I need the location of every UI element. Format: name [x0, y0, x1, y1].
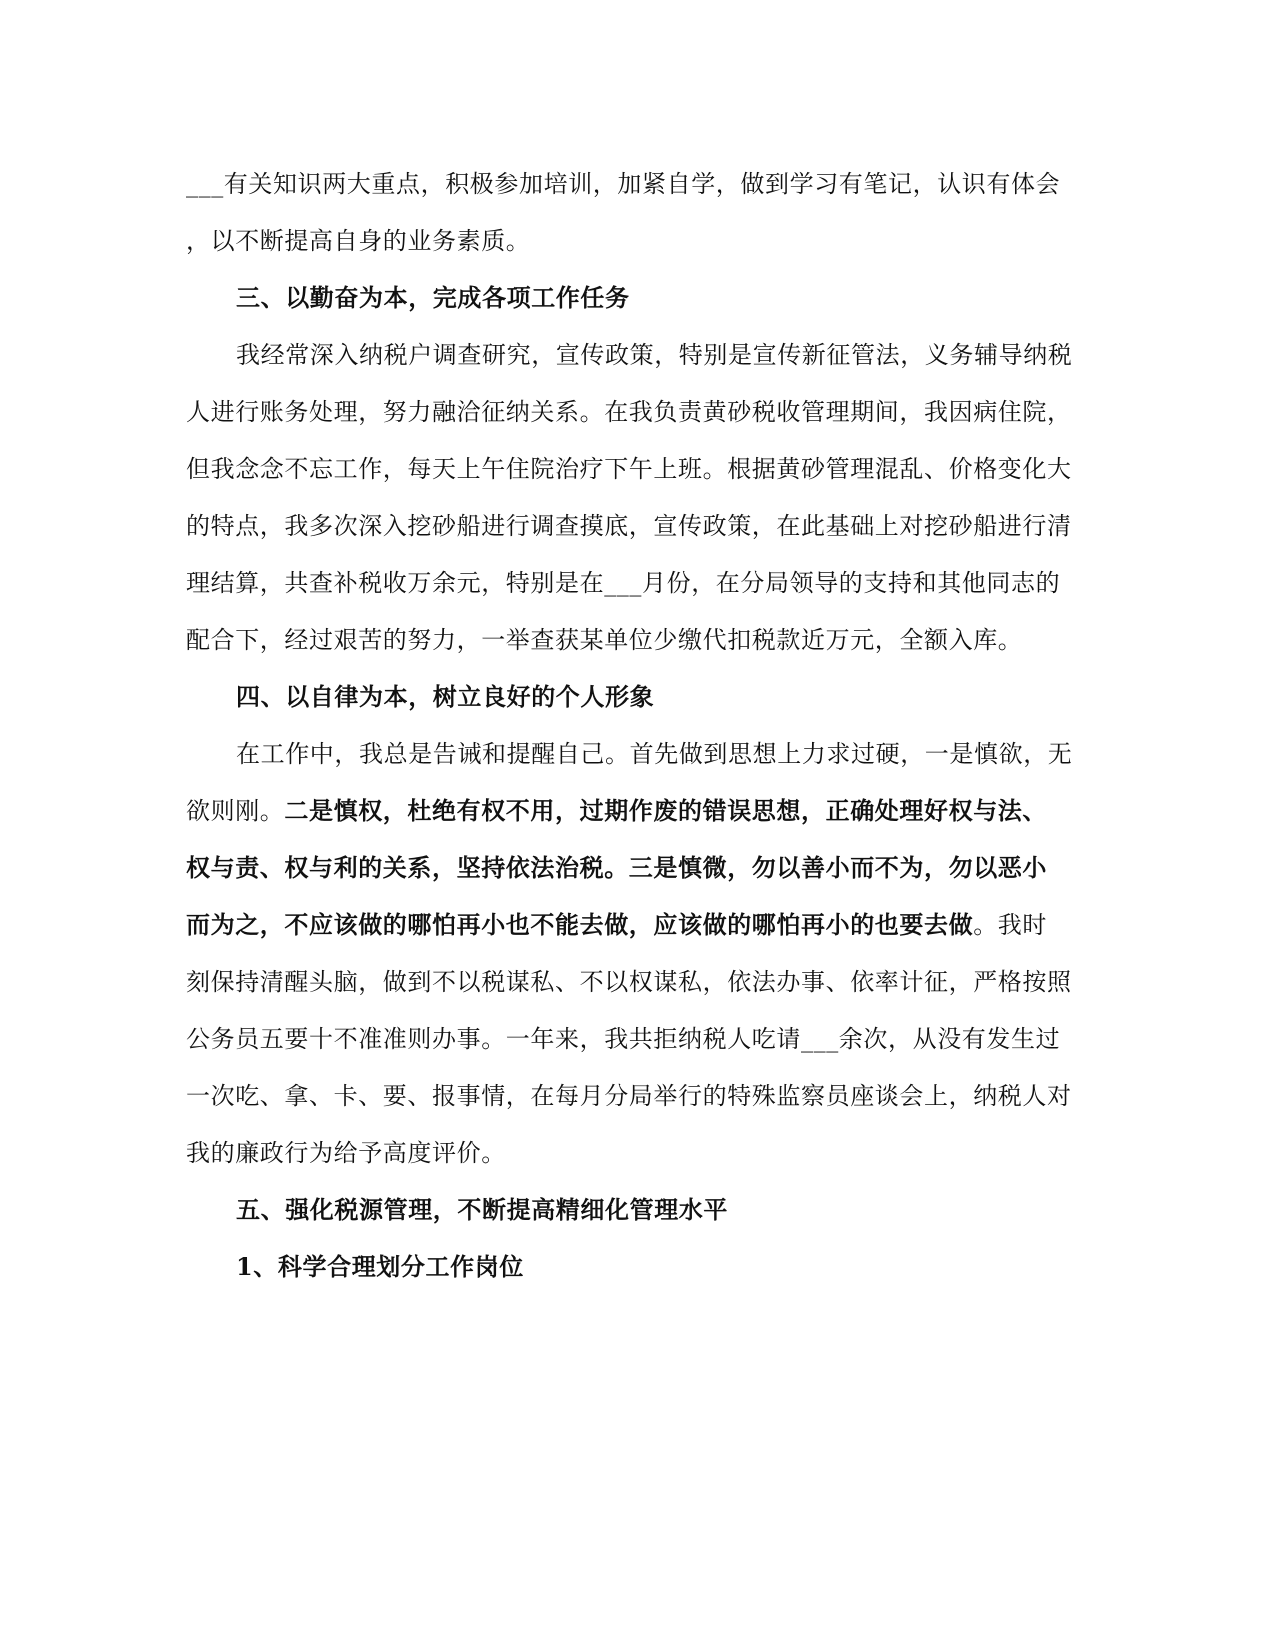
normal-text: 。我时: [973, 911, 1048, 939]
bold-text: 二是慎权，杜绝有权不用，过期作废的错误思想，正确处理好权与法、: [284, 796, 1048, 825]
paragraph-line: 刻保持清醒头脑，做到不以税谋私、不以权谋私，依法办事、依率计征，严格按照: [186, 968, 1072, 996]
section-heading: 四、以自律为本，树立良好的个人形象: [236, 682, 655, 711]
paragraph-line: 人进行账务处理，努力融洽征纳关系。在我负责黄砂税收管理期间，我因病住院，: [186, 398, 1072, 426]
paragraph-line: 的特点，我多次深入挖砂船进行调查摸底，宣传政策，在此基础上对挖砂船进行清: [186, 512, 1072, 540]
paragraph-line: 在工作中，我总是告诫和提醒自己。首先做到思想上力求过硬，一是慎欲，无: [236, 740, 1073, 768]
section-heading: 五、强化税源管理，不断提高精细化管理水平: [236, 1195, 728, 1224]
paragraph-line: 一次吃、拿、卡、要、报事情，在每月分局举行的特殊监察员座谈会上，纳税人对: [186, 1082, 1072, 1110]
bold-text: 权与责、权与利的关系，坚持依法治税。三是慎微，勿以善小而不为，勿以恶小: [186, 853, 1047, 882]
paragraph-line: ，以不断提高自身的业务素质。: [186, 227, 531, 255]
paragraph-line: 理结算，共查补税收万余元，特别是在___月份，在分局领导的支持和其他同志的: [186, 569, 1061, 597]
paragraph-line: ___有关知识两大重点，积极参加培训，加紧自学，做到学习有笔记，认识有体会: [186, 170, 1061, 198]
subsection-heading: 1、科学合理划分工作岗位: [236, 1252, 524, 1281]
paragraph-line: [186, 795, 1047, 827]
normal-text: 欲则刚。: [186, 797, 285, 825]
paragraph-line: [186, 909, 1047, 941]
paragraph-line: 我经常深入纳税户调查研究，宣传政策，特别是宣传新征管法，义务辅导纳税: [236, 341, 1073, 369]
paragraph-line: [186, 852, 1047, 884]
paragraph-line: 配合下，经过艰苦的努力，一举查获某单位少缴代扣税款近万元，全额入库。: [186, 626, 1023, 654]
paragraph-line: 我的廉政行为给予高度评价。: [186, 1139, 506, 1167]
section-heading: 三、以勤奋为本，完成各项工作任务: [236, 283, 630, 312]
paragraph-line: 公务员五要十不准准则办事。一年来，我共拒纳税人吃请___余次，从没有发生过: [186, 1025, 1061, 1053]
paragraph-line: 但我念念不忘工作，每天上午住院治疗下午上班。根据黄砂管理混乱、价格变化大: [186, 455, 1072, 483]
bold-text: 而为之，不应该做的哪怕再小也不能去做，应该做的哪怕再小的也要去做: [186, 910, 974, 939]
